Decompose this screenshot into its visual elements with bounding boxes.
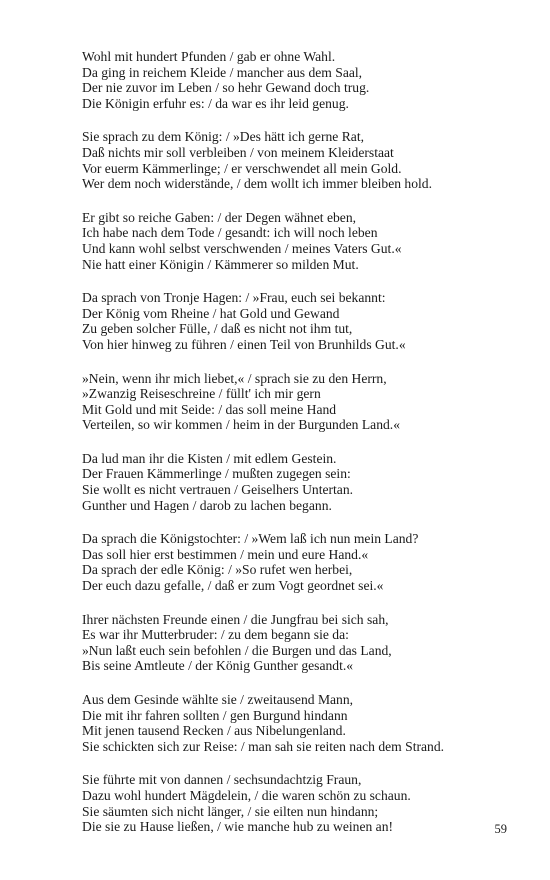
stanza-4: [82, 290, 522, 352]
verse-line: Da sprach der edle König: / »So rufet wen herbei,: [82, 562, 353, 578]
verse-line: Die Königin erfuhr es: / da war es ihr leid genug.: [82, 95, 349, 111]
verse-line: Der Frauen Kämmerlinge / mußten zugegen sein:: [82, 466, 351, 482]
verse-line: Mit Gold und mit Seide: / das soll meine Hand: [82, 401, 337, 417]
verse-line: Die sie zu Hause ließen, / wie manche hub zu weinen an!: [82, 819, 394, 835]
verse-line: Die mit ihr fahren sollten / gen Burgund hindann: [82, 707, 348, 723]
verse-line: Da lud man ihr die Kisten / mit edlem Gestein.: [82, 450, 337, 466]
verse-line: Er gibt so reiche Gaben: / der Degen wähnet eben,: [82, 209, 357, 225]
stanza-5: [82, 371, 522, 433]
verse-line: »Nun laßt euch sein befohlen / die Burgen und das Land,: [82, 642, 392, 658]
stanza-7: [82, 531, 522, 593]
verse-line: Bis seine Amtleute / der König Gunther gesandt.«: [82, 658, 354, 674]
poem-body: [82, 49, 522, 853]
verse-line: Sie wollt es nicht vertrauen / Geiselhers Untertan.: [82, 482, 354, 498]
verse-line: Wohl mit hundert Pfunden / gab er ohne Wahl.: [82, 49, 336, 64]
verse-line: Aus dem Gesinde wählte sie / zweitausend Mann,: [82, 692, 354, 707]
verse-line: Verteilen, so wir kommen / heim in der Burgunden Land.«: [82, 417, 401, 433]
verse-line: Mit jenen tausend Recken / aus Nibelungenland.: [82, 723, 346, 739]
verse-line: Von hier hinweg zu führen / einen Teil von Brunhilds Gut.«: [82, 336, 406, 352]
verse-line: Der euch dazu gefalle, / daß er zum Vogt geordnet sei.«: [82, 578, 384, 594]
verse-line: Wer dem noch widerstände, / dem wollt ich immer bleiben hold.: [82, 176, 432, 192]
verse-line: Ihrer nächsten Freunde einen / die Jungfrau bei sich sah,: [82, 611, 389, 627]
stanza-8: [82, 612, 522, 674]
stanza-2: [82, 129, 522, 191]
verse-line: Zu geben solcher Fülle, / daß es nicht not ihm tut,: [82, 321, 353, 337]
stanza-6: [82, 451, 522, 513]
verse-line: Und kann wohl selbst verschwenden / meines Vaters Gut.«: [82, 240, 402, 256]
verse-line: Dazu wohl hundert Mägdelein, / die waren schön zu schaun.: [82, 787, 411, 803]
verse-line: Das soll hier erst bestimmen / mein und eure Hand.«: [82, 546, 369, 562]
verse-line: »Nein, wenn ihr mich liebet,« / sprach sie zu den Herrn,: [82, 370, 387, 386]
verse-line: Sie schickten sich zur Reise: / man sah sie reiten nach dem Strand.: [82, 738, 445, 754]
verse-line: »Zwanzig Reiseschreine / füllt' ich mir gern: [82, 386, 321, 402]
verse-line: Da ging in reichem Kleide / mancher aus dem Saal,: [82, 64, 363, 80]
verse-line: Daß nichts mir soll verbleiben / von meinem Kleiderstaat: [82, 144, 394, 160]
verse-line: Da sprach die Königstochter: / »Wem laß ich nun mein Land?: [82, 531, 419, 547]
verse-line: Gunther und Hagen / darob zu lachen begann.: [82, 497, 332, 513]
page-number: 59: [494, 822, 507, 836]
stanza-1: [82, 49, 522, 111]
verse-line: Nie hatt einer Königin / Kämmerer so milden Mut.: [82, 256, 359, 272]
verse-line: Da sprach von Tronje Hagen: / »Frau, euch sei bekannt:: [82, 290, 386, 306]
verse-line: Der König vom Rheine / hat Gold und Gewand: [82, 305, 340, 321]
verse-line: Es war ihr Mutterbruder: / zu dem begann sie da:: [82, 627, 349, 643]
verse-line: Ich habe nach dem Tode / gesandt: ich will noch leben: [82, 225, 378, 241]
verse-line: Sie sprach zu dem König: / »Des hätt ich gerne Rat,: [82, 129, 364, 145]
stanza-9: [82, 692, 522, 754]
stanza-3: [82, 210, 522, 272]
verse-line: Der nie zuvor im Leben / so hehr Gewand doch trug.: [82, 80, 370, 96]
verse-line: Vor euerm Kämmerlinge; / er verschwendet all mein Gold.: [82, 160, 402, 176]
verse-line: Sie führte mit von dannen / sechsundachtzig Fraun,: [82, 772, 362, 788]
stanza-10: [82, 772, 522, 834]
verse-line: Sie säumten sich nicht länger, / sie eilten nun hindann;: [82, 803, 379, 819]
